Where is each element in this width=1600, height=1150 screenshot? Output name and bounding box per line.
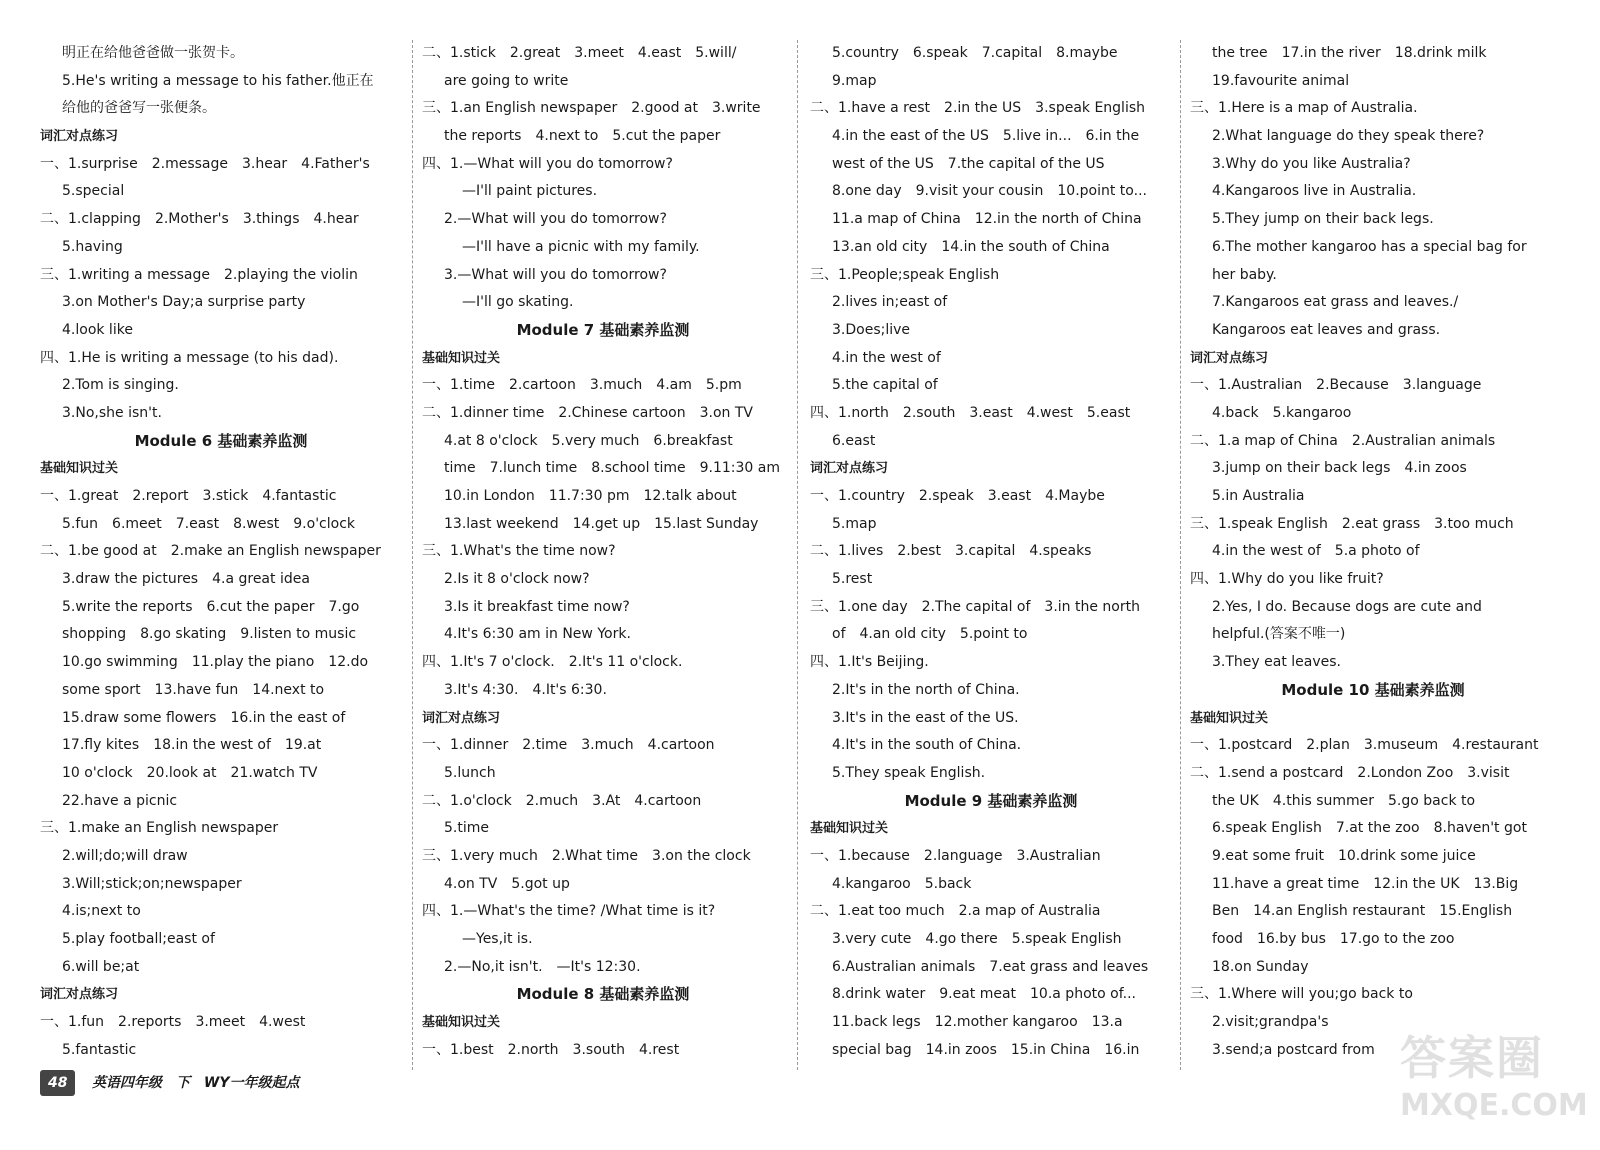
- answer-line: 给他的爸爸写一张便条。: [62, 100, 216, 117]
- answer-line: 5.country 6.speak 7.capital 8.maybe: [832, 45, 1118, 61]
- exercise-line: 三、1.Where will you;go back to: [1190, 986, 1413, 1003]
- answer-line: 5.having: [62, 238, 123, 255]
- exercise-line: 二、1.dinner time 2.Chinese cartoon 3.on TV: [422, 404, 753, 421]
- answer-line: the reports 4.next to 5.cut the paper: [444, 128, 721, 145]
- exercise-line: 一、1.fun 2.reports 3.meet 4.west: [40, 1014, 306, 1031]
- answer-column-4: [1190, 40, 1556, 1064]
- answer-line: 4.look like: [62, 321, 133, 338]
- answer-line: 3.No,she isn't.: [62, 404, 162, 421]
- exercise-line: 三、1.one day 2.The capital of 3.in the north: [810, 598, 1140, 615]
- answer-line: 4.on TV 5.got up: [444, 875, 570, 892]
- exercise-line: 二、1.be good at 2.make an English newspaper: [40, 543, 381, 560]
- section-heading: 基础知识过关: [422, 350, 501, 366]
- answer-line: 6.east: [832, 432, 876, 449]
- answer-line: 5.He's writing a message to his father.他正在: [62, 72, 374, 89]
- answer-line: 5.in Australia: [1212, 488, 1305, 504]
- answer-line: 7.Kangaroos eat grass and leaves./: [1212, 294, 1459, 311]
- answer-line: 4.at 8 o'clock 5.very much 6.breakfast: [444, 432, 733, 449]
- answer-line: 2.will;do;will draw: [62, 847, 188, 864]
- answer-line: —I'll paint pictures.: [462, 183, 598, 200]
- answer-line: 9.map: [832, 72, 877, 89]
- answer-line: 2.visit;grandpa's: [1212, 1014, 1329, 1031]
- answer-line: 5.fantastic: [62, 1041, 137, 1058]
- answer-line: 3.Is it breakfast time now?: [444, 598, 630, 615]
- answer-line: 13.last weekend 14.get up 15.last Sunday: [444, 515, 759, 532]
- exercise-line: 一、1.surprise 2.message 3.hear 4.Father's: [40, 155, 370, 172]
- answer-line: 5.play football;east of: [62, 931, 215, 947]
- answer-line: 5.fun 6.meet 7.east 8.west 9.o'clock: [62, 515, 356, 532]
- exercise-line: 二、1.eat too much 2.a map of Australia: [810, 903, 1101, 920]
- section-heading: 基础知识过关: [810, 821, 889, 837]
- exercise-line: 四、1.It's 7 o'clock. 2.It's 11 o'clock.: [422, 654, 683, 671]
- answer-line: 6.speak English 7.at the zoo 8.haven't got: [1212, 820, 1527, 837]
- exercise-line: 三、1.writing a message 2.playing the violin: [40, 266, 358, 283]
- exercise-line: 二、1.o'clock 2.much 3.At 4.cartoon: [422, 792, 702, 809]
- answer-line: 5.lunch: [444, 764, 496, 781]
- answer-line: 3.Will;stick;on;newspaper: [62, 875, 242, 892]
- watermark-url: MXQE.COM: [1400, 1088, 1588, 1123]
- answer-line: 10 o'clock 20.look at 21.watch TV: [62, 764, 318, 781]
- exercise-line: 二、1.lives 2.best 3.capital 4.speaks: [810, 543, 1092, 560]
- answer-line: her baby.: [1212, 266, 1277, 283]
- exercise-line: 一、1.great 2.report 3.stick 4.fantastic: [40, 488, 337, 504]
- watermark-logo: [1400, 1028, 1588, 1143]
- module-heading: Module 10 基础素养监测: [1281, 680, 1465, 699]
- answer-line: 17.fly kites 18.in the west of 19.at: [62, 737, 322, 754]
- answer-line: 11.a map of China 12.in the north of China: [832, 211, 1142, 228]
- answer-line: 5.time: [444, 820, 489, 837]
- answer-line: 4.kangaroo 5.back: [832, 875, 972, 892]
- exercise-line: 三、1.an English newspaper 2.good at 3.write: [422, 100, 761, 117]
- answer-line: 11.back legs 12.mother kangaroo 13.a: [832, 1014, 1123, 1031]
- answer-line: —I'll go skating.: [462, 294, 574, 311]
- column-divider: [797, 40, 798, 1070]
- exercise-line: 一、1.postcard 2.plan 3.museum 4.restaurant: [1190, 737, 1539, 754]
- answer-line: 4.is;next to: [62, 903, 141, 920]
- answer-line: 4.in the east of the US 5.live in... 6.in the: [832, 128, 1140, 145]
- exercise-line: 二、1.have a rest 2.in the US 3.speak English: [810, 100, 1146, 117]
- exercise-line: 三、1.People;speak English: [810, 266, 1000, 283]
- answer-line: 10.in London 11.7:30 pm 12.talk about: [444, 488, 737, 504]
- answer-line: 3.very cute 4.go there 5.speak English: [832, 931, 1122, 947]
- answer-line: 5.rest: [832, 571, 873, 588]
- answer-line: 22.have a picnic: [62, 792, 178, 809]
- exercise-line: 二、1.stick 2.great 3.meet 4.east 5.will/: [422, 45, 737, 61]
- exercise-line: 二、1.a map of China 2.Australian animals: [1190, 432, 1496, 449]
- answer-line: 5.map: [832, 515, 877, 532]
- exercise-line: 四、1.—What will you do tomorrow?: [422, 155, 673, 172]
- column-divider: [1180, 40, 1181, 1070]
- module-heading: Module 9 基础素养监测: [904, 791, 1078, 810]
- module-heading: Module 8 基础素养监测: [516, 985, 690, 1004]
- exercise-line: 二、1.clapping 2.Mother's 3.things 4.hear: [40, 211, 359, 228]
- answer-line: 3.Does;live: [832, 321, 911, 338]
- answer-line: 2.Yes, I do. Because dogs are cute and: [1212, 598, 1482, 615]
- answer-line: 4.It's in the south of China.: [832, 737, 1022, 754]
- answer-line: 4.Kangaroos live in Australia.: [1212, 183, 1417, 200]
- answer-line: 2.It's in the north of China.: [832, 681, 1020, 698]
- exercise-line: 三、1.What's the time now?: [422, 543, 616, 560]
- exercise-line: 三、1.speak English 2.eat grass 3.too much: [1190, 515, 1514, 532]
- section-heading: 基础知识过关: [422, 1015, 501, 1031]
- book-label: 英语四年级 下 WY一年级起点: [91, 1075, 300, 1091]
- exercise-line: 四、1.Why do you like fruit?: [1190, 571, 1384, 588]
- exercise-line: 一、1.country 2.speak 3.east 4.Maybe: [810, 488, 1105, 504]
- answer-line: are going to write: [444, 72, 569, 89]
- answer-line: —I'll have a picnic with my family.: [462, 238, 700, 255]
- exercise-line: 一、1.best 2.north 3.south 4.rest: [422, 1041, 680, 1058]
- section-heading: 词汇对点练习: [1190, 350, 1269, 366]
- section-heading: 词汇对点练习: [40, 987, 119, 1003]
- exercise-line: 四、1.It's Beijing.: [810, 654, 929, 671]
- exercise-line: 二、1.send a postcard 2.London Zoo 3.visit: [1190, 764, 1510, 781]
- answer-line: 2.—What will you do tomorrow?: [444, 211, 667, 228]
- answer-line: 3.It's 4:30. 4.It's 6:30.: [444, 681, 607, 698]
- answer-line: the UK 4.this summer 5.go back to: [1212, 792, 1476, 809]
- answer-line: 19.favourite animal: [1212, 72, 1350, 89]
- answer-column-3: [810, 40, 1172, 1064]
- answer-line: 明正在给他爸爸做一张贺卡。: [62, 45, 244, 61]
- module-heading: Module 6 基础素养监测: [134, 431, 308, 450]
- answer-line: helpful.(答案不唯一): [1212, 626, 1346, 643]
- answer-line: 18.on Sunday: [1212, 958, 1309, 975]
- answer-line: 3.on Mother's Day;a surprise party: [62, 294, 306, 311]
- answer-line: 4.in the west of: [832, 349, 941, 366]
- exercise-line: 三、1.make an English newspaper: [40, 820, 279, 837]
- answer-line: 4.It's 6:30 am in New York.: [444, 626, 631, 643]
- answer-line: food 16.by bus 17.go to the zoo: [1212, 931, 1455, 947]
- answer-line: 3.They eat leaves.: [1212, 654, 1341, 671]
- exercise-line: 三、1.Here is a map of Australia.: [1190, 100, 1418, 117]
- answer-line: 5.special: [62, 183, 125, 200]
- exercise-line: 一、1.dinner 2.time 3.much 4.cartoon: [422, 737, 715, 754]
- answer-line: west of the US 7.the capital of the US: [832, 155, 1105, 172]
- answer-line: 3.It's in the east of the US.: [832, 709, 1019, 726]
- answer-line: 9.eat some fruit 10.drink some juice: [1212, 847, 1476, 864]
- section-heading: 词汇对点练习: [810, 461, 889, 477]
- section-heading: 基础知识过关: [40, 461, 119, 477]
- exercise-line: 四、1.He is writing a message (to his dad).: [40, 349, 339, 366]
- exercise-line: 一、1.because 2.language 3.Australian: [810, 847, 1101, 864]
- answer-line: 6.The mother kangaroo has a special bag for: [1212, 238, 1527, 255]
- answer-line: 2.—No,it isn't. —It's 12:30.: [444, 958, 641, 975]
- answer-line: 5.They speak English.: [832, 764, 986, 781]
- page-footer: [40, 1070, 300, 1096]
- answer-line: 8.drink water 9.eat meat 10.a photo of...: [832, 986, 1136, 1003]
- answer-column-1: [40, 40, 402, 1064]
- answer-line: 2.lives in;east of: [832, 294, 948, 311]
- answer-line: the tree 17.in the river 18.drink milk: [1212, 45, 1487, 61]
- answer-line: 6.Australian animals 7.eat grass and leaves: [832, 958, 1149, 975]
- exercise-line: 一、1.time 2.cartoon 3.much 4.am 5.pm: [422, 377, 742, 394]
- answer-line: 6.will be;at: [62, 958, 140, 975]
- answer-line: 5.They jump on their back legs.: [1212, 211, 1434, 228]
- answer-line: 2.Is it 8 o'clock now?: [444, 571, 590, 588]
- answer-line: 13.an old city 14.in the south of China: [832, 238, 1110, 255]
- answer-line: —Yes,it is.: [462, 931, 533, 947]
- exercise-line: 一、1.Australian 2.Because 3.language: [1190, 377, 1482, 394]
- answer-line: 3.—What will you do tomorrow?: [444, 266, 667, 283]
- answer-line: shopping 8.go skating 9.listen to music: [62, 626, 357, 643]
- page-number: 48: [40, 1070, 75, 1096]
- answer-line: 3.jump on their back legs 4.in zoos: [1212, 460, 1467, 477]
- answer-line: 8.one day 9.visit your cousin 10.point to...: [832, 183, 1147, 200]
- answer-line: 11.have a great time 12.in the UK 13.Big: [1212, 875, 1519, 892]
- section-heading: 基础知识过关: [1190, 710, 1269, 726]
- exercise-line: 四、1.—What's the time? /What time is it?: [422, 903, 716, 920]
- answer-line: 3.send;a postcard from: [1212, 1041, 1375, 1058]
- answer-line: of 4.an old city 5.point to: [832, 626, 1028, 643]
- answer-line: some sport 13.have fun 14.next to: [62, 681, 325, 698]
- watermark-text: 答案圈: [1400, 1031, 1544, 1085]
- answer-line: 15.draw some flowers 16.in the east of: [62, 709, 346, 726]
- section-heading: 词汇对点练习: [422, 710, 501, 726]
- answer-line: special bag 14.in zoos 15.in China 16.in: [832, 1041, 1140, 1058]
- answer-line: Ben 14.an English restaurant 15.English: [1212, 903, 1513, 920]
- answer-line: 2.What language do they speak there?: [1212, 128, 1485, 145]
- exercise-line: 四、1.north 2.south 3.east 4.west 5.east: [810, 404, 1131, 421]
- answer-line: 3.draw the pictures 4.a great idea: [62, 571, 310, 588]
- answer-line: 5.the capital of: [832, 377, 938, 394]
- answer-column-2: [422, 40, 784, 1064]
- section-heading: 词汇对点练习: [40, 129, 119, 145]
- answer-line: time 7.lunch time 8.school time 9.11:30 am: [444, 460, 780, 477]
- answer-line: 2.Tom is singing.: [62, 377, 179, 394]
- exercise-line: 三、1.very much 2.What time 3.on the clock: [422, 847, 751, 864]
- answer-line: 10.go swimming 11.play the piano 12.do: [62, 654, 369, 671]
- column-divider: [412, 40, 413, 1070]
- answer-line: 3.Why do you like Australia?: [1212, 155, 1411, 172]
- answer-line: 4.in the west of 5.a photo of: [1212, 543, 1420, 560]
- answer-line: Kangaroos eat leaves and grass.: [1212, 321, 1441, 338]
- answer-line: 4.back 5.kangaroo: [1212, 404, 1352, 421]
- answer-line: 5.write the reports 6.cut the paper 7.go: [62, 598, 360, 615]
- module-heading: Module 7 基础素养监测: [516, 320, 690, 339]
